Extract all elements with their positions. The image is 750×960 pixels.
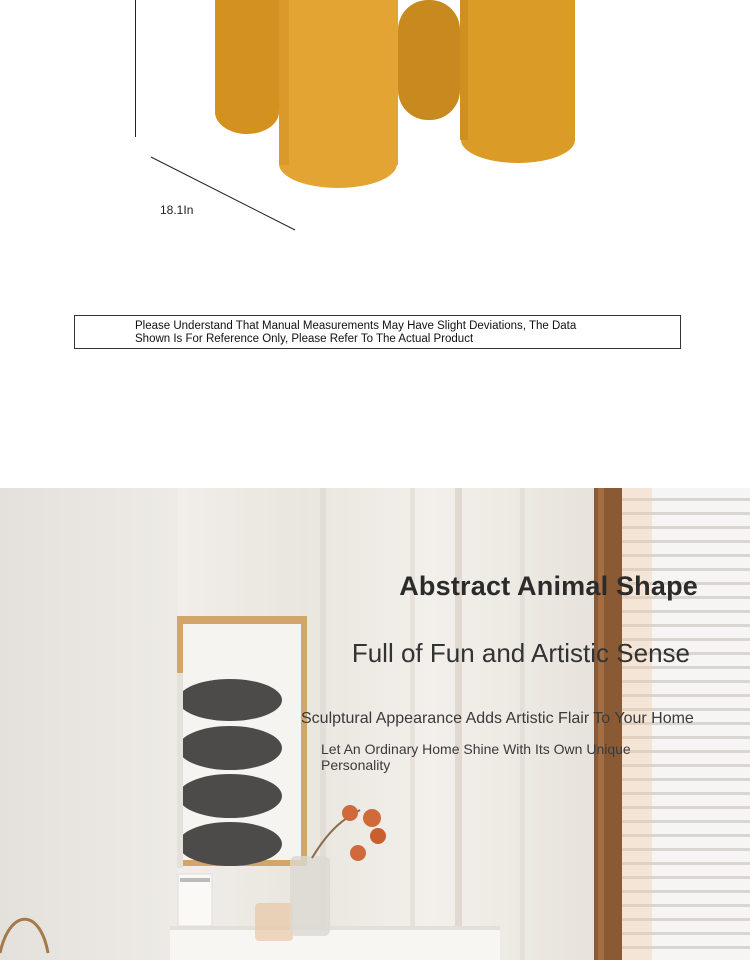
measurement-notice [74,315,681,349]
width-dimension-line [0,0,750,240]
feature-title: Abstract Animal Shape [399,571,698,601]
feature-description: Let An Ordinary Home Shine With Its Own Unique Personality [321,741,631,773]
feature-subtitle: Full of Fun and Artistic Sense [351,638,690,668]
width-label: 18.1In [160,203,194,217]
measurement-notice-text [135,320,655,346]
lifestyle-photo [0,488,750,960]
notice-line-2: Shown Is For Reference Only, Please Refer To The Actual Product [135,333,474,345]
notice-line-1: Please Understand That Manual Measurements May Have Slight Deviations, The Data [135,320,577,332]
feature-tagline: Sculptural Appearance Adds Artistic Flair To Your Home [301,710,694,727]
